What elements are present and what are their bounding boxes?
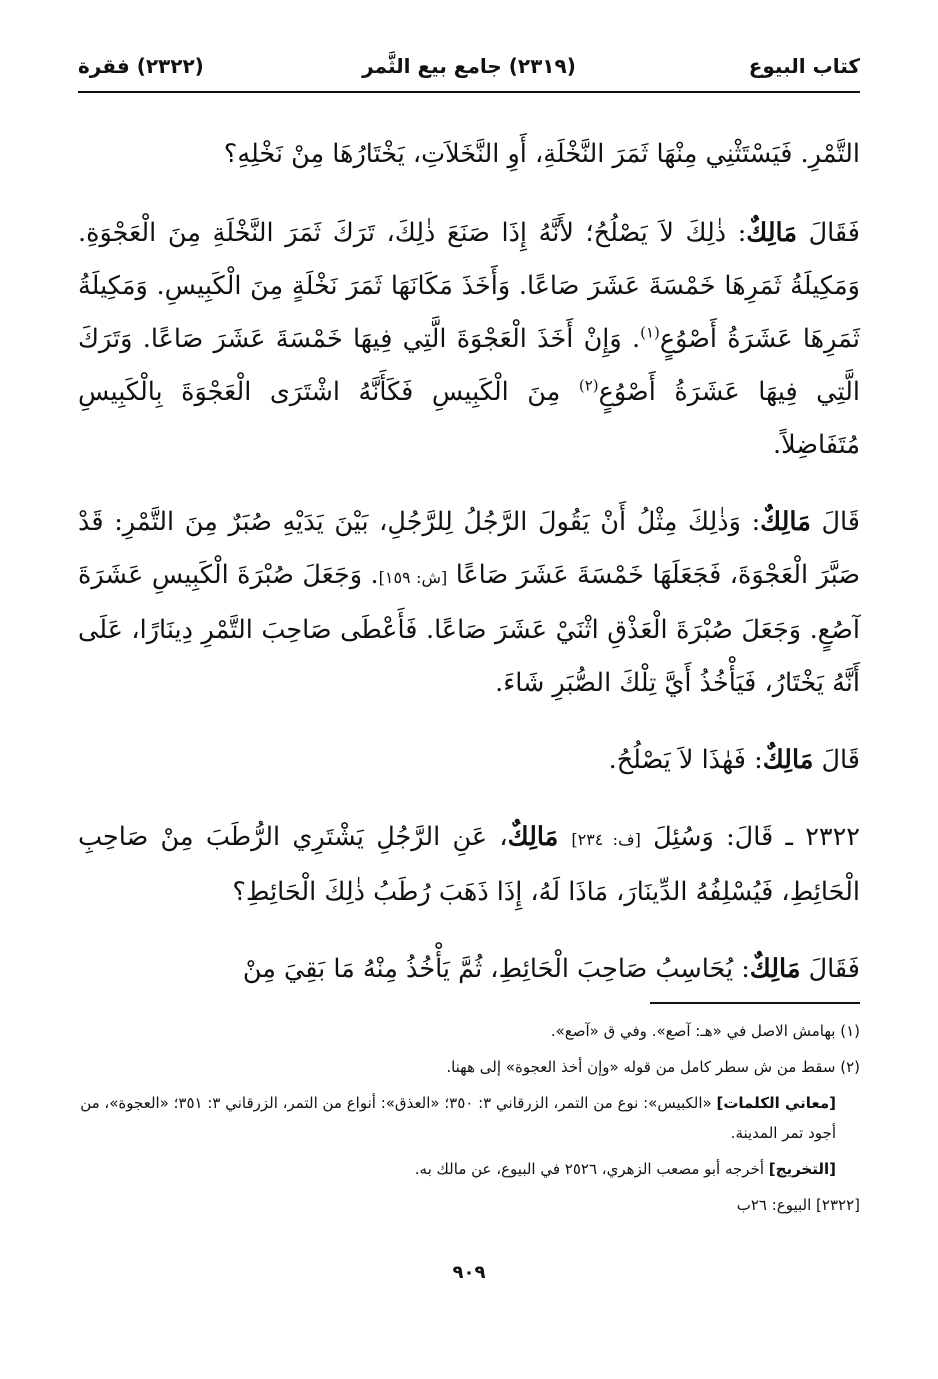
- paragraph-1-text: التَّمْرِ. فَيَسْتَثْنِي مِنْهَا ثَمَرَ النَّخْلَةِ، أَوِ النَّخَلاَتِ، يَخْتَارُهَا مِنْ نَخْلِهِ؟: [223, 139, 860, 169]
- footnote-2: (٢) سقط من ش سطر كامل من قوله «وإن أخذ العجوة» إلى ههنا.: [446, 1058, 860, 1076]
- hadith-number: ٢٣٢٢ ـ: [785, 822, 860, 852]
- footnote-1: (١) بهامش الاصل في «هـ: آصع». وفي ق «آصع».: [550, 1022, 860, 1040]
- paragraph-4-text: : فَهٰذَا لاَ يَصْلُحُ.: [608, 745, 763, 775]
- paragraph-2-text: : ذٰلِكَ لاَ يَصْلُحُ؛ لأَنَّهُ إِذَا صَنَعَ ذٰلِكَ، تَرَكَ ثَمَرَ النَّخْلَةِ مِنَ الْعَجْوَةِ. وَمَكِيلَةُ ثَمَرِهَا خَمْسَةَ عَشَرَ صَاعًا. وَأَخَذَ مَكَانَهَا ثَمَرَ نَخْلَةٍ مِنَ الْكَبِيسِ. وَمَكِيلَةُ ثَمَرِهَا عَشَرَةُ أَصْوُعٍ: [78, 218, 861, 354]
- footnote-ref-2[interactable]: (٢): [578, 376, 599, 395]
- paragraph-3-text-cont: . وَجَعَلَ صُبْرَةَ الْكَبِيسِ عَشَرَةَ آصُعٍ. وَجَعَلَ صُبْرَةَ الْعَذْقِ اثْنَيْ عَشَرَ صَاعًا. فَأَعْطَى صَاحِبَ التَّمْرِ دِينَارًا، عَلَى أَنَّهُ يَخْتَارُ، فَيَأْخُذُ أَيَّ تِلْكَ الصُّبَرِ شَاءَ.: [78, 560, 860, 698]
- vocabulary-note: [78, 1088, 860, 1148]
- page-number: ٩٠٩: [452, 1262, 486, 1283]
- malik-name: مَالِكٌ: [749, 954, 801, 984]
- paragraph-2: [78, 207, 860, 472]
- takhrij-text: أخرجه أبو مصعب الزهري، ٢٥٢٦ في البيوع، عن مالك به.: [414, 1160, 769, 1178]
- paragraph-4: [78, 734, 860, 787]
- malik-name: مَالِكٌ: [760, 507, 811, 537]
- header-chapter-title: (٢٣١٩) جامع بيع الثَّمر: [362, 54, 576, 78]
- paragraph-1: [78, 128, 860, 181]
- manuscript-reference: [ش: ١٥٩]: [378, 568, 448, 587]
- header-book-title: كتاب البيوع: [748, 54, 860, 78]
- header-rule: [78, 91, 860, 93]
- paragraph-2-text-cont: . وَإِنْ أَخَذَ الْعَجْوَةَ الَّتِي فِيهَا خَمْسَةَ عَشَرَ صَاعًا. وَتَرَكَ الَّتِي فِيهَا عَشَرَةُ أَصْوُعٍ: [78, 324, 860, 407]
- paragraph-6-text: : يُحَاسِبُ صَاحِبَ الْحَائِطِ، ثُمَّ يَأْخُذُ مِنْهُ مَا بَقِيَ مِنْ: [242, 954, 750, 984]
- page-header: [78, 50, 860, 86]
- paragraph-3-text: : وَذٰلِكَ مِثْلُ أَنْ يَقُولَ الرَّجُلُ لِلرَّجُلِ، بَيْنَ يَدَيْهِ صُبَرٌ مِنَ التَّمْرِ: قَدْ صَبَّرَ الْعَجْوَةَ، فَجَعَلَهَا خَمْسَةَ عَشَرَ صَاعًا: [78, 507, 861, 590]
- paragraph-2-text-end: مِنَ الْكَبِيسِ فَكَأَنَّهُ اشْتَرَى الْعَجْوَةَ بِالْكَبِيسِ مُتَفَاضِلاً.: [78, 377, 860, 460]
- footnote-ref-1[interactable]: (١): [640, 323, 660, 342]
- main-text: [78, 128, 860, 1020]
- said-word: فَقَالَ: [808, 218, 860, 248]
- paragraph-6: [78, 943, 860, 996]
- paragraph-3: [78, 496, 860, 710]
- paragraph-5-text-cont: ، عَنِ الرَّجُلِ يَشْتَرِي الرُّطَبَ مِنْ صَاحِبِ الْحَائِطِ، فَيُسْلِفُهُ الدِّينَارَ، مَاذَا لَهُ، إِذَا ذَهَبَ رُطَبُ ذٰلِكَ الْحَائِطِ؟: [78, 822, 860, 907]
- malik-name: مَالِكٌ: [746, 218, 797, 248]
- footnote-rule: [650, 1002, 860, 1004]
- malik-name: مَالِكٌ: [762, 745, 814, 775]
- source-reference: [٢٣٢٢] البيوع: ٢٦ب: [736, 1196, 860, 1214]
- vocabulary-label: [معاني الكلمات]: [716, 1094, 836, 1112]
- footnotes: [78, 1016, 860, 1226]
- said-word: فَقَالَ: [808, 954, 860, 984]
- header-paragraph-number: (٢٣٢٢) فقرة: [78, 54, 204, 78]
- said-word: قَالَ: [821, 507, 860, 537]
- said-word: قَالَ: [821, 745, 860, 775]
- paragraph-5-text: قَالَ: وَسُئِلَ: [640, 822, 786, 852]
- malik-name: مَالِكٌ: [507, 822, 572, 852]
- takhrij-label: [التخريج]: [768, 1160, 836, 1178]
- takhrij-note: [78, 1154, 860, 1184]
- paragraph-5: [78, 811, 860, 919]
- manuscript-reference: [ف: ٢٣٤]: [571, 830, 641, 849]
- vocabulary-text: «الكبيس»: نوع من التمر، الزرقاني ٣: ٣٥٠؛ «العذق»: أنواع من التمر، الزرقاني ٣: ٣٥١؛ «العجوة»، من أجود تمر المدينة.: [80, 1094, 836, 1142]
